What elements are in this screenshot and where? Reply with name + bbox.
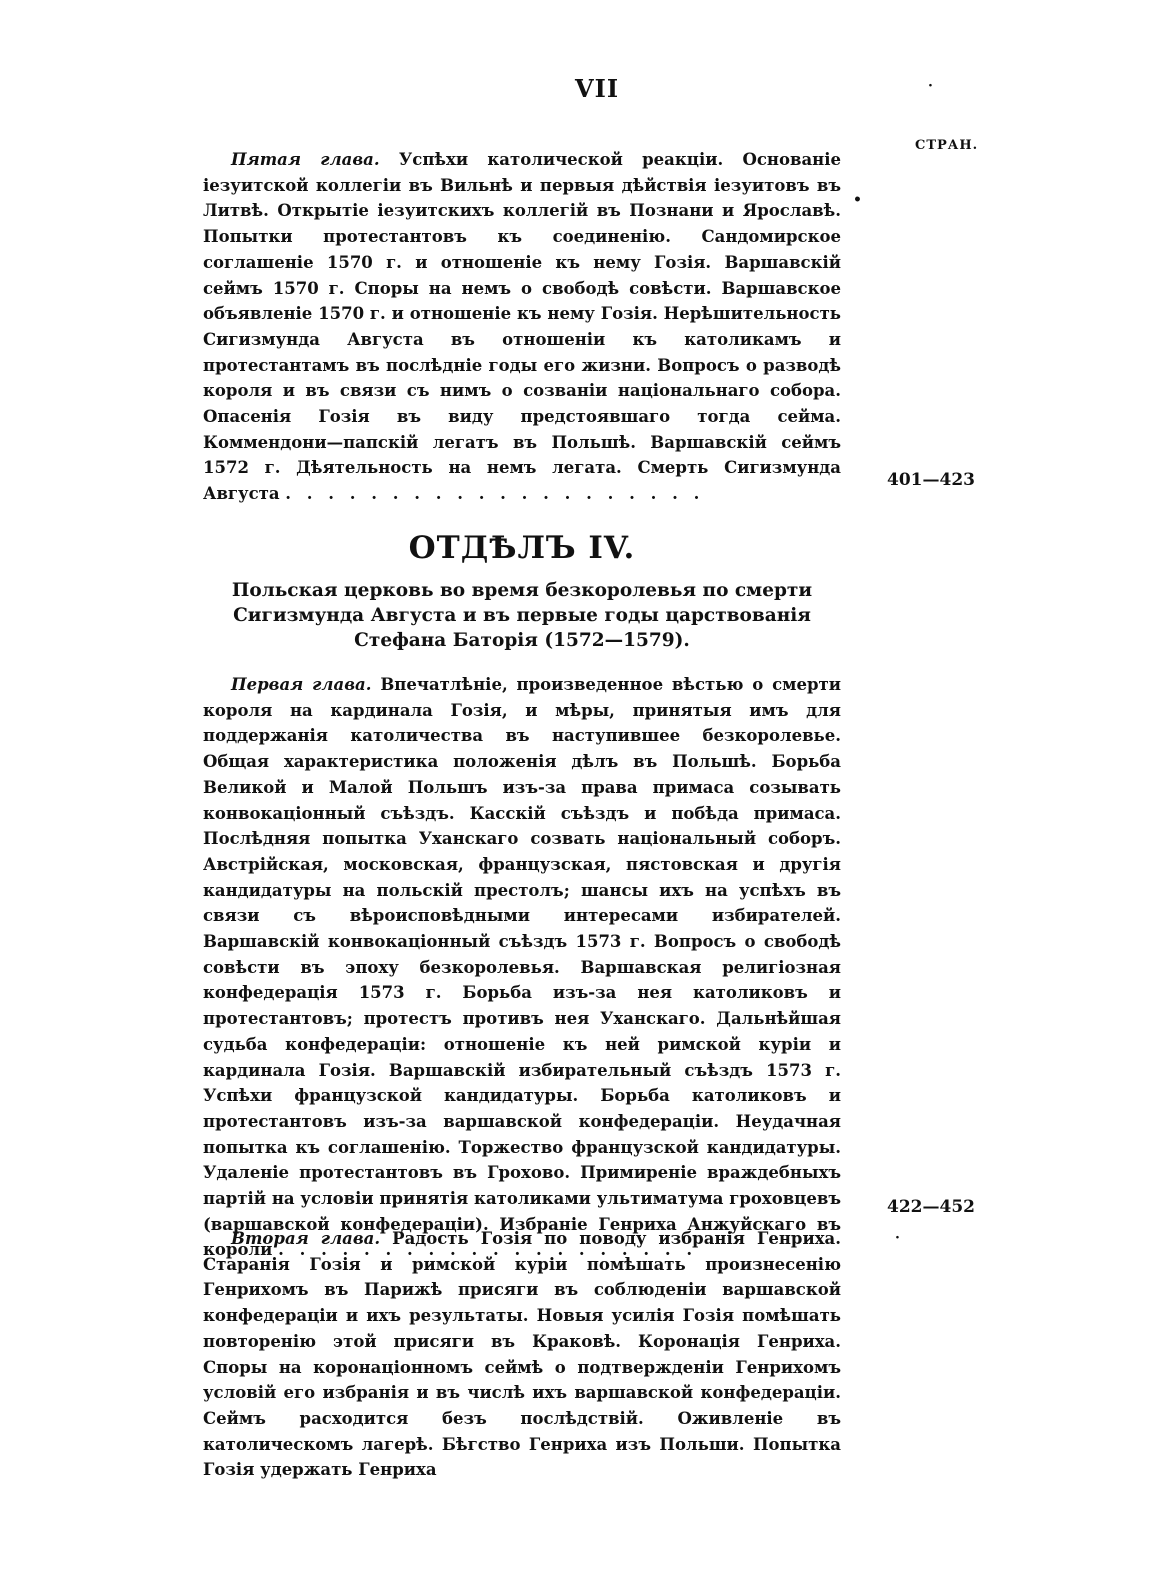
chapter-title: Вторая глава.: [231, 1229, 381, 1248]
chapter-summary: Радость Гозія по поводу избранія Генриха. Старанія Гозія и римской куріи помѣшать произнесенію Генрихомъ въ Парижѣ присяги въ соблюденіи варшавской конфедераціи и ихъ результаты. Новыя усилія Гозія помѣшать повторенію этой присяги въ Краковѣ. Коронація Генриха. Споры на коронаціонномъ сеймѣ о подтвержденіи Генрихомъ условій его избранія и въ числѣ ихъ варшавской конфедераціи. Сеймъ расходится безъ послѣдствій. Оживленіе въ католическомъ лагерѣ. Бѣгство Генриха изъ Польши. Попытка Гозія удержать Генриха: [203, 1229, 841, 1480]
chapter-summary: Успѣхи католической реакціи. Основаніе іезуитской коллегіи въ Вильнѣ и первыя дѣйствія іезуитовъ въ Литвѣ. Открытіе іезуитскихъ коллегій въ Познани и Ярославѣ. Попытки протестантовъ къ соединенію. Сандомирское соглашеніе 1570 г. и отношеніе къ нему Гозія. Варшавскій сеймъ 1570 г. Споры на немъ о свободѣ совѣсти. Варшавское объявленіе 1570 г. и отношеніе къ нему Гозія. Нерѣшительность Сигизмунда Августа въ отношеніи къ католикамъ и протестантамъ въ послѣдніе годы его жизни. Вопросъ о разводѣ короля и въ связи съ нимъ о созваніи національнаго собора. Опасенія Гозія въ виду предстоявшаго тогда сейма. Коммендони—папскій легатъ въ Польшѣ. Варшавскій сеймъ 1572 г. Дѣятельность на немъ легата. Смерть Сигизмунда Августа: [203, 150, 841, 504]
toc-entry-chapter2: [203, 1226, 841, 1483]
print-speck: ·: [928, 78, 933, 94]
chapter-summary: Впечатлѣніе, произведенное вѣстью о смерти короля на кардинала Гозія, и мѣры, принятыя имъ для поддержанія католичества въ наступившее безкоролевье. Общая характеристика положенія дѣлъ въ Польшѣ. Борьба Великой и Малой Польшъ изъ-за права примаса созывать конвокаціонный съѣздъ. Касскій съѣздъ и побѣда примаса. Послѣдняя попытка Уханскаго созвать національный соборъ. Австрійская, московская, французская, пястовская и другія кандидатуры на польскій престолъ; шансы ихъ на успѣхъ въ связи съ вѣроисповѣдными интересами избирателей. Варшавскій конвокаціонный съѣздъ 1573 г. Вопросъ о свободѣ совѣсти въ эпоху безкоролевья. Варшавская религіозная конфедерація 1573 г. Борьба изъ-за нея католиковъ и протестантовъ; протестъ противъ нея Уханскаго. Дальнѣйшая судьба конфедераціи: отношеніе къ ней римской куріи и кардинала Гозія. Варшавскій избирательный съѣздъ 1573 г. Успѣхи французской кандидатуры. Борьба католиковъ и протестантовъ изъ-за варшавской конфедераціи. Неудачная попытка къ соглашенію. Торжество французской кандидатуры. Удаленіе протестантовъ въ Грохово. Примиреніе враждебныхъ партій на условіи принятія католиками ультиматума гроховцевъ (варшавской конфедераціи). Избраніе Генриха Анжуйскаго въ короли: [203, 675, 841, 1260]
toc-entry-text: [203, 1226, 841, 1483]
page-range-chapter5: 401—423: [887, 470, 975, 490]
toc-entry-text: [203, 672, 841, 1263]
leader-dots: . . . . . . . . . . . . . . . . . . . .: [278, 1240, 698, 1260]
page-range-chapter1: 422—452: [887, 1197, 975, 1217]
pages-column-label: СТРАН.: [915, 138, 979, 153]
print-speck: •: [853, 192, 862, 208]
page-number: VII: [575, 74, 620, 103]
print-speck: ·: [895, 1230, 900, 1246]
section-heading: ОТДѢЛЪ IV.: [408, 530, 636, 566]
toc-entry-chapter5: [203, 147, 841, 507]
toc-entry-chapter1: [203, 672, 841, 1263]
section-subtitle: Польская церковь во время безкоролевья по смерти Сигизмунда Августа и въ первые годы царствованія Стефана Баторія (1572—1579).: [231, 580, 813, 651]
toc-entry-text: [203, 147, 841, 507]
leader-dots: . . . . . . . . . . . . . . . . . . . .: [285, 484, 705, 504]
chapter-title: Первая глава.: [231, 675, 372, 694]
chapter-title: Пятая глава.: [231, 150, 380, 169]
